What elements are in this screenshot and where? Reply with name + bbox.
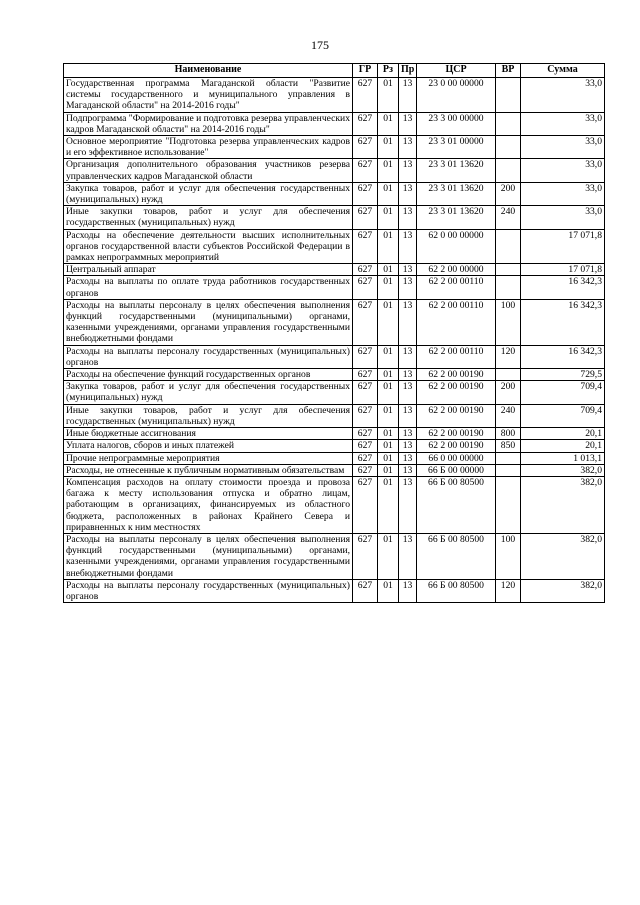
- cell-name: Прочие непрограммные мероприятия: [64, 452, 353, 464]
- table-row: [64, 440, 605, 452]
- cell-pr: 13: [399, 159, 417, 182]
- cell-name: Компенсация расходов на оплату стоимости проезда и провоза багажа к месту использования отпуска и обратно лицам, работающим в организациях, финансируемых из областного бюджета, расположенных в районах Крайнего Севера и приравненных к ним местностях: [64, 476, 353, 533]
- cell-vr: 200: [496, 381, 521, 404]
- table-row: [64, 428, 605, 440]
- cell-pr: 13: [399, 345, 417, 368]
- cell-gr: 627: [353, 276, 378, 299]
- table-row: [64, 264, 605, 276]
- cell-vr: [496, 464, 521, 476]
- cell-rz: 01: [378, 112, 399, 135]
- cell-rz: 01: [378, 78, 399, 113]
- cell-pr: 13: [399, 369, 417, 381]
- cell-name: Расходы на выплаты персоналу государственных (муниципальных) органов: [64, 345, 353, 368]
- cell-name: Расходы на выплаты по оплате труда работников государственных органов: [64, 276, 353, 299]
- cell-rz: 01: [378, 136, 399, 159]
- header-gr: ГР: [353, 64, 378, 78]
- cell-pr: 13: [399, 452, 417, 464]
- cell-csr: 66 Б 00 00000: [417, 464, 496, 476]
- cell-csr: 62 0 00 00000: [417, 229, 496, 264]
- cell-vr: [496, 112, 521, 135]
- cell-vr: 800: [496, 428, 521, 440]
- cell-csr: 66 Б 00 80500: [417, 579, 496, 602]
- cell-sum: 33,0: [521, 78, 605, 113]
- table-row: [64, 476, 605, 533]
- cell-vr: [496, 136, 521, 159]
- cell-gr: 627: [353, 264, 378, 276]
- table-row: [64, 579, 605, 602]
- cell-gr: 627: [353, 182, 378, 205]
- cell-pr: 13: [399, 579, 417, 602]
- cell-name: Организация дополнительного образования участников резерва управленческих кадров Магаданской области: [64, 159, 353, 182]
- cell-name: Расходы на обеспечение деятельности высших исполнительных органов государственной власти субъектов Российской Федерации в рамках непрограммных мероприятий: [64, 229, 353, 264]
- cell-pr: 13: [399, 533, 417, 579]
- cell-vr: [496, 452, 521, 464]
- cell-csr: 62 2 00 00190: [417, 369, 496, 381]
- cell-gr: 627: [353, 78, 378, 113]
- cell-name: Уплата налогов, сборов и иных платежей: [64, 440, 353, 452]
- cell-csr: 23 0 00 00000: [417, 78, 496, 113]
- cell-sum: 33,0: [521, 112, 605, 135]
- cell-csr: 66 Б 00 80500: [417, 476, 496, 533]
- cell-sum: 33,0: [521, 159, 605, 182]
- cell-vr: [496, 476, 521, 533]
- cell-gr: 627: [353, 579, 378, 602]
- cell-sum: 33,0: [521, 206, 605, 229]
- cell-rz: 01: [378, 276, 399, 299]
- header-rz: Рз: [378, 64, 399, 78]
- cell-csr: 23 3 01 13620: [417, 159, 496, 182]
- cell-pr: 13: [399, 464, 417, 476]
- header-pr: Пр: [399, 64, 417, 78]
- cell-sum: 729,5: [521, 369, 605, 381]
- cell-csr: 66 0 00 00000: [417, 452, 496, 464]
- table-row: [64, 206, 605, 229]
- cell-pr: 13: [399, 78, 417, 113]
- cell-gr: 627: [353, 112, 378, 135]
- cell-rz: 01: [378, 206, 399, 229]
- table-row: [64, 533, 605, 579]
- cell-pr: 13: [399, 136, 417, 159]
- cell-sum: 17 071,8: [521, 229, 605, 264]
- cell-csr: 62 2 00 00000: [417, 264, 496, 276]
- cell-sum: 382,0: [521, 464, 605, 476]
- cell-sum: 33,0: [521, 182, 605, 205]
- cell-gr: 627: [353, 533, 378, 579]
- cell-pr: 13: [399, 264, 417, 276]
- cell-sum: 33,0: [521, 136, 605, 159]
- table-row: [64, 276, 605, 299]
- cell-rz: 01: [378, 464, 399, 476]
- cell-pr: 13: [399, 276, 417, 299]
- cell-csr: 62 2 00 00190: [417, 381, 496, 404]
- cell-pr: 13: [399, 381, 417, 404]
- table-row: [64, 78, 605, 113]
- table-header: [64, 64, 605, 78]
- cell-rz: 01: [378, 381, 399, 404]
- cell-gr: 627: [353, 428, 378, 440]
- cell-vr: [496, 78, 521, 113]
- cell-sum: 20,1: [521, 428, 605, 440]
- cell-rz: 01: [378, 264, 399, 276]
- cell-gr: 627: [353, 136, 378, 159]
- cell-rz: 01: [378, 440, 399, 452]
- cell-sum: 17 071,8: [521, 264, 605, 276]
- cell-vr: 850: [496, 440, 521, 452]
- cell-pr: 13: [399, 428, 417, 440]
- cell-csr: 66 Б 00 80500: [417, 533, 496, 579]
- header-name: Наименование: [64, 64, 353, 78]
- cell-csr: 23 3 01 13620: [417, 182, 496, 205]
- table-row: [64, 112, 605, 135]
- cell-gr: 627: [353, 476, 378, 533]
- cell-rz: 01: [378, 159, 399, 182]
- cell-vr: [496, 264, 521, 276]
- cell-rz: 01: [378, 579, 399, 602]
- table-row: [64, 299, 605, 345]
- cell-pr: 13: [399, 404, 417, 427]
- cell-csr: 62 2 00 00190: [417, 404, 496, 427]
- cell-sum: 1 013,1: [521, 452, 605, 464]
- cell-rz: 01: [378, 369, 399, 381]
- cell-gr: 627: [353, 299, 378, 345]
- cell-rz: 01: [378, 428, 399, 440]
- cell-sum: 16 342,3: [521, 345, 605, 368]
- cell-gr: 627: [353, 452, 378, 464]
- cell-vr: [496, 276, 521, 299]
- cell-sum: 709,4: [521, 381, 605, 404]
- cell-rz: 01: [378, 533, 399, 579]
- cell-csr: 23 3 00 00000: [417, 112, 496, 135]
- cell-name: Иные бюджетные ассигнования: [64, 428, 353, 440]
- cell-rz: 01: [378, 404, 399, 427]
- page-number: 175: [311, 38, 329, 52]
- cell-name: Государственная программа Магаданской области "Развитие системы государственного и муниципального управления в Магаданской области" на 2014-2016 годы": [64, 78, 353, 113]
- cell-csr: 23 3 01 00000: [417, 136, 496, 159]
- cell-sum: 16 342,3: [521, 299, 605, 345]
- table-row: [64, 452, 605, 464]
- cell-vr: 120: [496, 579, 521, 602]
- cell-csr: 62 2 00 00190: [417, 440, 496, 452]
- cell-vr: 120: [496, 345, 521, 368]
- table-row: [64, 182, 605, 205]
- cell-csr: 62 2 00 00110: [417, 276, 496, 299]
- cell-name: Расходы на выплаты персоналу государственных (муниципальных) органов: [64, 579, 353, 602]
- cell-pr: 13: [399, 440, 417, 452]
- cell-csr: 23 3 01 13620: [417, 206, 496, 229]
- table-body: [64, 78, 605, 603]
- table-row: [64, 345, 605, 368]
- cell-name: Основное мероприятие "Подготовка резерва управленческих кадров и его эффективное использование": [64, 136, 353, 159]
- header-csr: ЦСР: [417, 64, 496, 78]
- cell-csr: 62 2 00 00190: [417, 428, 496, 440]
- cell-name: Расходы на выплаты персоналу в целях обеспечения выполнения функций государственными (муниципальными) органами, казенными учреждениями, органами управления государственными внебюджетными фондами: [64, 299, 353, 345]
- cell-vr: [496, 159, 521, 182]
- cell-name: Подпрограмма "Формирование и подготовка резерва управленческих кадров Магаданской области" на 2014-2016 годы": [64, 112, 353, 135]
- cell-name: Иные закупки товаров, работ и услуг для обеспечения государственных (муниципальных) нужд: [64, 404, 353, 427]
- table-row: [64, 229, 605, 264]
- cell-vr: 240: [496, 404, 521, 427]
- cell-sum: 20,1: [521, 440, 605, 452]
- cell-rz: 01: [378, 229, 399, 264]
- table-row: [64, 369, 605, 381]
- cell-gr: 627: [353, 369, 378, 381]
- cell-vr: [496, 369, 521, 381]
- header-sum: Сумма: [521, 64, 605, 78]
- cell-pr: 13: [399, 182, 417, 205]
- cell-rz: 01: [378, 452, 399, 464]
- cell-name: Расходы на выплаты персоналу в целях обеспечения выполнения функций государственными (муниципальными) органами, казенными учреждениями, органами управления государственными внебюджетными фондами: [64, 533, 353, 579]
- cell-sum: 16 342,3: [521, 276, 605, 299]
- cell-gr: 627: [353, 345, 378, 368]
- cell-rz: 01: [378, 182, 399, 205]
- cell-pr: 13: [399, 206, 417, 229]
- cell-gr: 627: [353, 381, 378, 404]
- cell-gr: 627: [353, 404, 378, 427]
- cell-name: Расходы, не отнесенные к публичным нормативным обязательствам: [64, 464, 353, 476]
- cell-vr: [496, 229, 521, 264]
- cell-name: Закупка товаров, работ и услуг для обеспечения государственных (муниципальных) нужд: [64, 381, 353, 404]
- table-row: [64, 136, 605, 159]
- cell-pr: 13: [399, 299, 417, 345]
- budget-table: [63, 63, 605, 603]
- table-row: [64, 159, 605, 182]
- cell-rz: 01: [378, 476, 399, 533]
- cell-name: Иные закупки товаров, работ и услуг для обеспечения государственных (муниципальных) нужд: [64, 206, 353, 229]
- cell-vr: 240: [496, 206, 521, 229]
- cell-name: Закупка товаров, работ и услуг для обеспечения государственных (муниципальных) нужд: [64, 182, 353, 205]
- cell-sum: 382,0: [521, 579, 605, 602]
- table-row: [64, 381, 605, 404]
- cell-gr: 627: [353, 440, 378, 452]
- cell-rz: 01: [378, 345, 399, 368]
- cell-vr: 100: [496, 533, 521, 579]
- header-vr: ВР: [496, 64, 521, 78]
- table-row: [64, 464, 605, 476]
- cell-gr: 627: [353, 229, 378, 264]
- cell-csr: 62 2 00 00110: [417, 299, 496, 345]
- cell-rz: 01: [378, 299, 399, 345]
- cell-gr: 627: [353, 159, 378, 182]
- cell-gr: 627: [353, 206, 378, 229]
- cell-name: Расходы на обеспечение функций государственных органов: [64, 369, 353, 381]
- table-row: [64, 404, 605, 427]
- cell-csr: 62 2 00 00110: [417, 345, 496, 368]
- cell-vr: 100: [496, 299, 521, 345]
- cell-pr: 13: [399, 112, 417, 135]
- cell-gr: 627: [353, 464, 378, 476]
- cell-sum: 382,0: [521, 476, 605, 533]
- cell-name: Центральный аппарат: [64, 264, 353, 276]
- cell-pr: 13: [399, 476, 417, 533]
- cell-sum: 382,0: [521, 533, 605, 579]
- cell-pr: 13: [399, 229, 417, 264]
- cell-vr: 200: [496, 182, 521, 205]
- cell-sum: 709,4: [521, 404, 605, 427]
